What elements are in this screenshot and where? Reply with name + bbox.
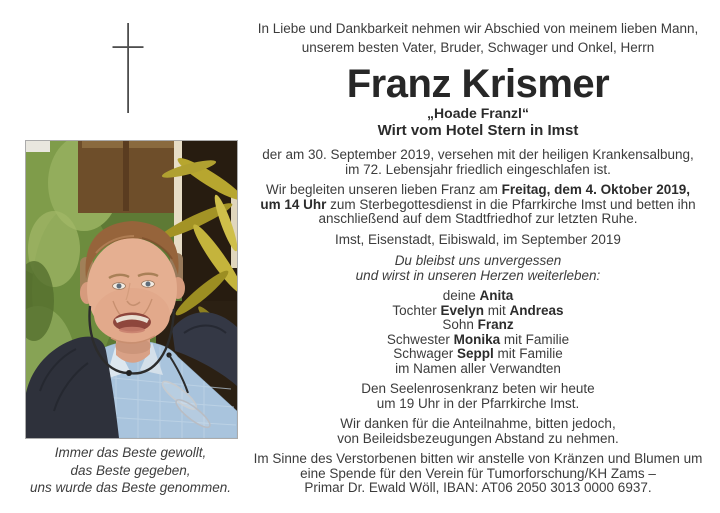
- thanks-line-2: von Beileidsbezeugungen Abstand zu nehmen.: [337, 430, 619, 446]
- donation-line-3: Primar Dr. Ewald Wöll, IBAN: AT06 2050 3013 0000 6937.: [304, 480, 652, 495]
- cross-icon: [110, 20, 146, 116]
- death-line-1: der am 30. September 2019, versehen mit der heiligen Krankensalbung,: [262, 147, 694, 162]
- death-line-2: im 72. Lebensjahr friedlich eingeschlafen ist.: [345, 161, 611, 177]
- family-line-brother-in-law: Schwager Seppl mit Familie: [393, 346, 563, 361]
- family-line-daughter: Tochter Evelyn mit Andreas: [392, 302, 564, 318]
- death-paragraph: [247, 148, 709, 177]
- epitaph-line-2: das Beste gegeben,: [70, 462, 191, 478]
- epitaph-line-1: Immer das Beste gewollt,: [54, 445, 207, 460]
- rosary-paragraph: [247, 382, 709, 411]
- memorial-verse: [247, 254, 709, 283]
- rosary-line-1: Den Seelenrosenkranz beten wir heute: [361, 381, 595, 396]
- deceased-name: Franz Krismer: [346, 62, 610, 106]
- thanks-line-1: Wir danken für die Anteilnahme, bitten jedoch,: [340, 416, 616, 431]
- family-line-son: Sohn Franz: [442, 317, 514, 332]
- epitaph-line-3: uns wurde das Beste genommen.: [29, 480, 232, 495]
- funeral-time: um 14 Uhr: [260, 196, 327, 212]
- family-line-relatives: im Namen aller Verwandten: [395, 360, 561, 376]
- funeral-line-2: um 14 Uhr zum Sterbegottesdienst in die Pfarrkirche Imst und betten ihn: [260, 196, 696, 212]
- donation-line-1: Im Sinne des Verstorbenen bitten wir anstelle von Kränzen und Blumen um: [253, 451, 703, 466]
- announcement-column: [247, 19, 709, 496]
- family-line-wife: deine Anita: [442, 288, 514, 303]
- thanks-paragraph: [247, 417, 709, 446]
- deceased-nickname: „Hoade Franzl“: [427, 105, 529, 121]
- funeral-date: Freitag, dem 4. Oktober 2019,: [501, 182, 690, 197]
- family-list: [247, 289, 709, 376]
- dateline: Imst, Eisenstadt, Eibiswald, im September 2019: [335, 231, 621, 247]
- funeral-line-3: anschließend auf dem Stadtfriedhof zur letzten Ruhe.: [318, 211, 638, 226]
- funeral-paragraph: [247, 183, 709, 227]
- donation-line-2: eine Spende für den Verein für Tumorforschung/KH Zams –: [300, 465, 656, 481]
- epitaph-verse: [10, 444, 251, 497]
- verse-line-2: und wirst in unseren Herzen weiterleben:: [355, 267, 601, 283]
- verse-line-1: Du bleibst uns unvergessen: [394, 253, 562, 268]
- family-line-sister: Schwester Monika mit Familie: [386, 331, 570, 347]
- donation-paragraph: [247, 452, 709, 496]
- intro-text: [247, 19, 709, 57]
- intro-line-1: In Liebe und Dankbarkeit nehmen wir Abschied von meinem lieben Mann,: [257, 21, 699, 36]
- portrait-photo: [25, 140, 238, 439]
- intro-line-2: unserem besten Vater, Bruder, Schwager und Onkel, Herrn: [301, 40, 655, 55]
- deceased-occupation: Wirt vom Hotel Stern in Imst: [377, 122, 579, 139]
- rosary-line-2: um 19 Uhr in der Pfarrkirche Imst.: [376, 395, 580, 411]
- funeral-line-1: Wir begleiten unseren lieben Franz am Freitag, dem 4. Oktober 2019,: [266, 182, 690, 197]
